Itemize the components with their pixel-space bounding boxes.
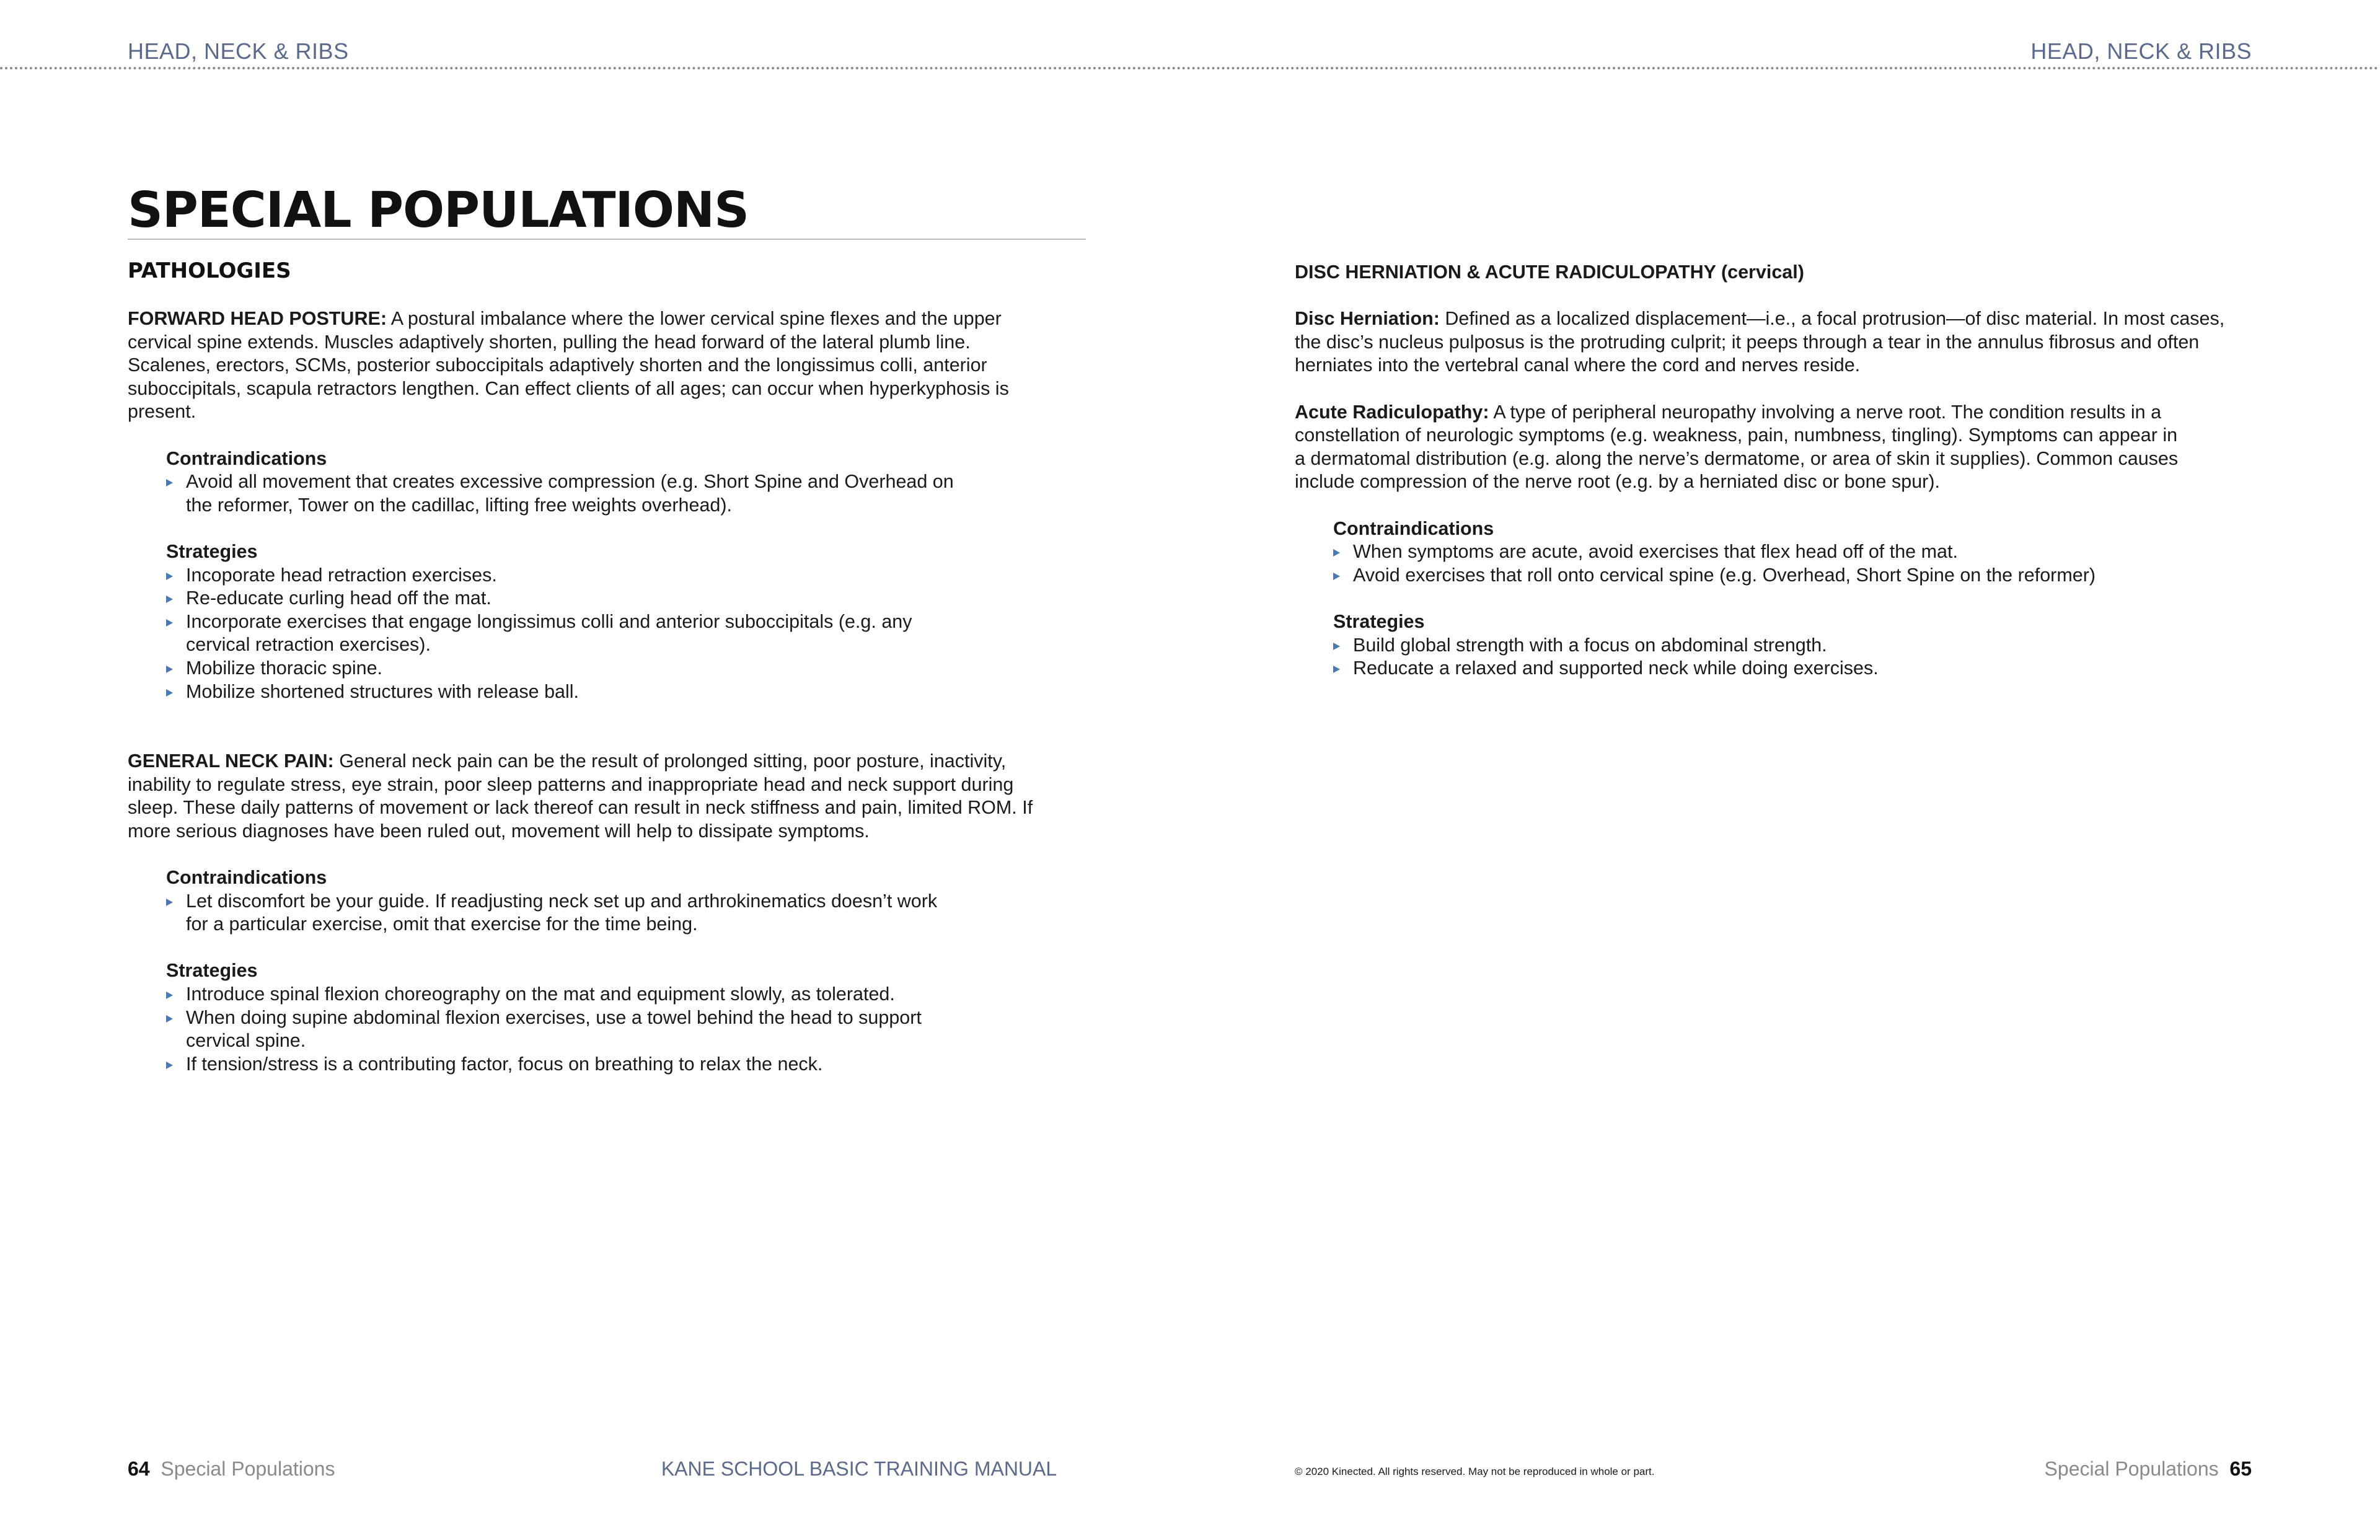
bullet-arrow-icon [166, 899, 173, 906]
contraindications-title: Contraindications [166, 867, 327, 889]
forward-head-line: cervical spine extends. Muscles adaptively shorten, pulling the head forward of the lateral plumb line. [128, 331, 971, 353]
neck-pain-description [128, 750, 1095, 843]
list-item: Let discomfort be your guide. If readjusting neck set up and arthrokinematics doesn’t work for a particular exercise, omit that exercise for the time being. [166, 890, 1095, 936]
bullet-arrow-icon [166, 573, 173, 580]
forward-head-strategies [166, 540, 1095, 703]
bullet-arrow-icon [1333, 573, 1340, 580]
page-number-left: 64 [128, 1458, 150, 1480]
list-item: If tension/stress is a contributing factor, focus on breathing to relax the neck. [166, 1053, 1095, 1076]
list-item: Build global strength with a focus on abdominal strength. [1333, 634, 2262, 658]
footer-section-label-right: Special Populations [2044, 1458, 2219, 1480]
list-item: Mobilize shortened structures with release ball. [166, 680, 1095, 704]
list-item: Incorporate exercises that engage longissimus colli and anterior suboccipitals (e.g. any cervical retraction exercises). [166, 610, 1095, 657]
page-title: SPECIAL POPULATIONS [128, 182, 749, 239]
list-item: When symptoms are acute, avoid exercises that flex head off of the mat. [1333, 540, 2262, 564]
forward-head-posture-section [128, 307, 1095, 703]
section-subheading: PATHOLOGIES [128, 258, 291, 283]
forward-head-line: suboccipitals, scapula retractors lengthen. Can effect clients of all ages; can occur when hyperkyphosis is [128, 377, 1009, 399]
forward-head-contraindications [166, 447, 1095, 517]
forward-head-term: FORWARD HEAD POSTURE: [128, 308, 387, 329]
neck-pain-line: more serious diagnoses have been ruled out, movement will help to dissipate symptoms. [128, 820, 870, 842]
bullet-arrow-icon [1333, 643, 1340, 650]
running-header-right: HEAD, NECK & RIBS [2030, 38, 2252, 64]
forward-head-description [128, 307, 1095, 424]
forward-head-line: Scalenes, erectors, SCMs, posterior suboccipitals adaptively shorten and the longissimus colli, anterior [128, 354, 987, 376]
page-number-right: 65 [2229, 1458, 2252, 1480]
contraindications-title: Contraindications [166, 447, 327, 469]
bullet-arrow-icon [166, 619, 173, 627]
running-header-left: HEAD, NECK & RIBS [128, 38, 349, 64]
copyright-notice: © 2020 Kinected. All rights reserved. May not be reproduced in whole or part. [1295, 1466, 1655, 1477]
left-column [128, 307, 1095, 1076]
disc-contraindications [1333, 517, 2262, 587]
list-item: Re-educate curling head off the mat. [166, 587, 1095, 610]
list-item: Introduce spinal flexion choreography on the mat and equipment slowly, as tolerated. [166, 983, 1095, 1006]
footer-right [2045, 1458, 2252, 1481]
bullet-arrow-icon [166, 1062, 173, 1069]
footer-section-label-left: Special Populations [161, 1458, 335, 1480]
footer-center [0, 1458, 1095, 1481]
header-dotted-rule [0, 67, 2380, 69]
list-item: Avoid exercises that roll onto cervical spine (e.g. Overhead, Short Spine on the reformer) [1333, 564, 2262, 587]
neck-pain-contraindications [166, 866, 1095, 936]
bullet-arrow-icon [166, 689, 173, 697]
bullet-arrow-icon [166, 992, 173, 999]
list-item: Reducate a relaxed and supported neck while doing exercises. [1333, 657, 2262, 680]
disc-herniation-heading: DISC HERNIATION & ACUTE RADICULOPATHY (cervical) [1295, 262, 1804, 283]
list-item: When doing supine abdominal flexion exercises, use a towel behind the head to support cervical spine. [166, 1006, 1095, 1053]
list-item: Mobilize thoracic spine. [166, 657, 1095, 680]
neck-pain-line: General neck pain can be the result of prolonged sitting, poor posture, inactivity, [339, 750, 1007, 772]
forward-head-line: A postural imbalance where the lower cervical spine flexes and the upper [390, 308, 1002, 329]
neck-pain-term: GENERAL NECK PAIN: [128, 750, 334, 772]
list-item: Avoid all movement that creates excessive compression (e.g. Short Spine and Overhead on the reformer, Tower on the cadillac, lifting free weights overhead). [166, 470, 1095, 517]
radiculopathy-term: Acute Radiculopathy: [1295, 401, 1489, 423]
bullet-arrow-icon [1333, 666, 1340, 673]
manual-title: KANE SCHOOL BASIC TRAINING MANUAL [661, 1458, 1057, 1480]
bullet-arrow-icon [166, 1015, 173, 1023]
disc-strategies [1333, 610, 2262, 680]
radiculopathy-description: Acute Radiculopathy: A type of peripheral neuropathy involving a nerve root. The condition results in a constellation of neurologic symptoms (e.g. weakness, pain, numbness, tingling). Symptoms can appear in a dermatomal distribution (e.g. along the nerve’s dermatome, or area of skin it supplies). Common causes include compression of the nerve root (e.g. by a herniated disc or bone spur). [1295, 401, 2179, 493]
disc-herniation-term: Disc Herniation: [1295, 308, 1440, 330]
list-item: Incoporate head retraction exercises. [166, 564, 1095, 587]
neck-pain-line: sleep. These daily patterns of movement or lack thereof can result in neck stiffness and pain, limited ROM. If [128, 797, 1033, 819]
bullet-arrow-icon [166, 596, 173, 603]
right-column [1295, 261, 2262, 680]
neck-pain-strategies [166, 959, 1095, 1076]
contraindications-title: Contraindications [1333, 517, 1494, 539]
general-neck-pain-section [128, 750, 1095, 1076]
disc-herniation-description: Disc Herniation: Defined as a localized displacement—i.e., a focal protrusion—of disc material. In most cases, the disc’s nucleus pulposus is the protruding culprit; it peeps through a tear in the annulus fibrosus and often herniates into the vertebral canal where the cord and nerves reside. [1295, 308, 2225, 376]
bullet-arrow-icon [166, 479, 173, 486]
strategies-title: Strategies [166, 540, 258, 562]
strategies-title: Strategies [1333, 610, 1425, 632]
forward-head-line: present. [128, 401, 196, 423]
strategies-title: Strategies [166, 960, 258, 982]
title-rule [128, 239, 1086, 240]
bullet-arrow-icon [166, 666, 173, 673]
neck-pain-line: inability to regulate stress, eye strain, poor sleep patterns and inappropriate head and neck support during [128, 773, 1014, 795]
bullet-arrow-icon [1333, 549, 1340, 557]
